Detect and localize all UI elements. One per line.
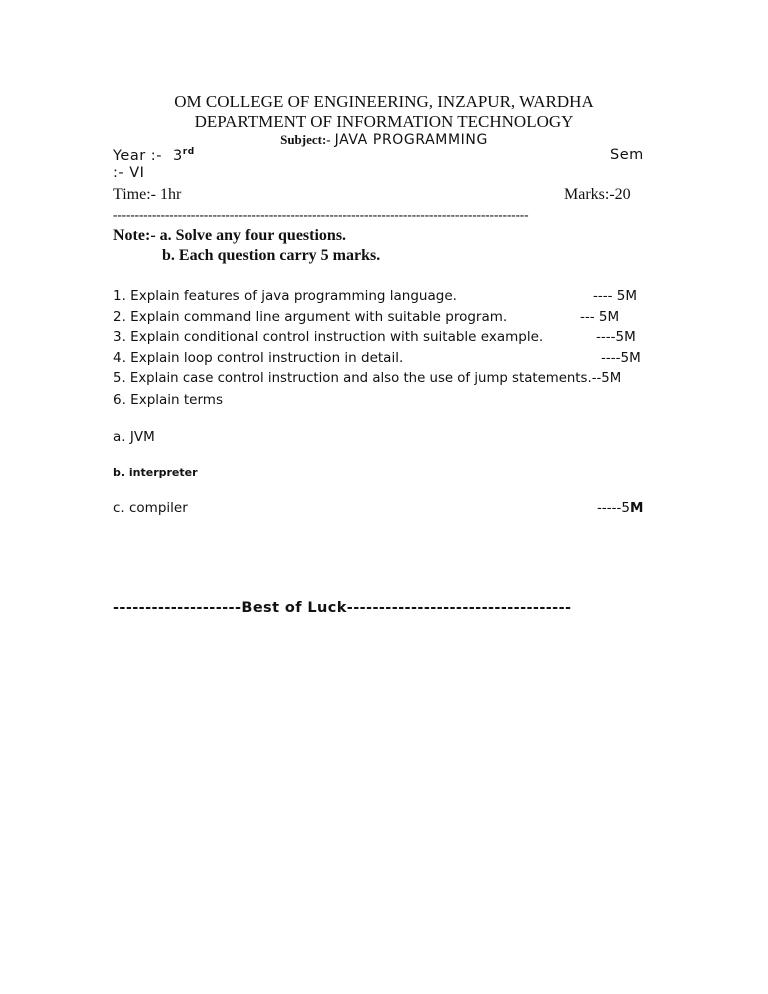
- question-4-marks: ----5M: [601, 350, 641, 366]
- time-field: Time:- 1hr: [113, 186, 182, 203]
- question-6: 6. Explain terms: [113, 392, 223, 408]
- year-field: [113, 147, 195, 164]
- term-c-marks-dashes: -----5: [597, 500, 630, 516]
- sem-label: Sem: [610, 147, 644, 163]
- note-line-2: b. Each question carry 5 marks.: [162, 247, 381, 264]
- question-1: 1. Explain features of java programming language.: [113, 288, 457, 304]
- term-c-marks-unit: M: [629, 500, 644, 516]
- question-5-text: 5. Explain case control instruction and also the use of jump statements.: [113, 371, 592, 386]
- year-value: 3: [173, 147, 183, 164]
- footer-text: Best of Luck: [241, 600, 347, 616]
- question-5: [113, 371, 649, 386]
- term-a: a. JVM: [113, 429, 155, 445]
- footer-right-dashes: -----------------------------------: [346, 600, 572, 616]
- year-label: Year :-: [113, 147, 162, 164]
- footer-left-dashes: --------------------: [113, 600, 242, 616]
- subject-value: JAVA PROGRAMMING: [334, 132, 488, 148]
- question-3: 3. Explain conditional control instruction with suitable example.: [113, 329, 544, 345]
- subject-label: Subject:-: [280, 132, 331, 147]
- term-c-marks: [597, 500, 643, 516]
- question-4: 4. Explain loop control instruction in detail.: [113, 350, 404, 366]
- note-line-1: Note:- a. Solve any four questions.: [113, 227, 347, 244]
- question-5-marks: --5M: [591, 371, 622, 386]
- sem-value: :- VI: [113, 165, 145, 181]
- divider-line: ------------------------------------------------------------------------------------------------: [113, 207, 529, 222]
- term-b: b. interpreter: [113, 466, 198, 479]
- footer-best-of-luck: [113, 600, 571, 616]
- question-1-marks: ---- 5M: [593, 288, 638, 304]
- question-2-marks: --- 5M: [580, 309, 620, 325]
- department-name: DEPARTMENT OF INFORMATION TECHNOLOGY: [194, 112, 574, 131]
- question-3-marks: ----5M: [596, 329, 636, 345]
- question-2: 2. Explain command line argument with suitable program.: [113, 309, 508, 325]
- term-c: c. compiler: [113, 500, 188, 516]
- year-superscript: rd: [182, 147, 195, 157]
- college-name: OM COLLEGE OF ENGINEERING, INZAPUR, WARDHA: [174, 92, 594, 111]
- total-marks: Marks:-20: [564, 186, 631, 203]
